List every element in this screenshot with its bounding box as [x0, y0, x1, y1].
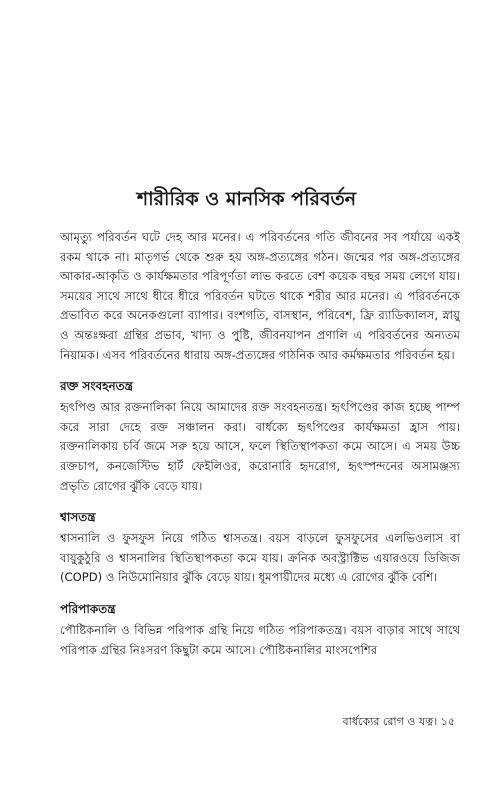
section-paragraph: পৌষ্টিকনালি ও বিভিন্ন পরিপাক গ্রন্থি নিয়ে গঠিত পরিপাকতন্ত্র। বয়স বাড়ার সাথে সাথে পরিপাক গ্রন্থির নিঃসরণ কিছুটা কমে আসে। পৌষ্টিকনালির মাংসপেশির	[60, 622, 460, 657]
section-respiratory	[60, 508, 460, 588]
intro-paragraph: আমৃত্যু পরিবর্তন ঘটে দেহ আর মনের। এ পরিবর্তনের গতি জীবনের সব পর্যায়ে একই রকম থাকে না। মাতৃগর্ভ থেকে শুরু হয় অঙ্গ-প্রত্যঙ্গের গঠন। জন্মের পর অঙ্গ-প্রত্যঙ্গের আকার-আকৃতি ও কার্যক্ষমতার পরিপূর্ণতা লাভ করতে বেশ কয়েক বছর সময় লেগে যায়। সময়ের সাথে সাথে ধীরে ধীরে পরিবর্তন ঘটতে থাকে শরীর আর মনের। এ পরিবর্তনকে প্রভাবিত করে অনেকগুলো ব্যাপার। বংশগতি, বাসস্থান, পরিবেশ, ফ্রি র‍্যাডিক্যালস, স্নায়ু ও অন্তঃক্ষরা গ্রন্থির প্রভাব, খাদ্য ও পুষ্টি, জীবনযাপন প্রণালি এ পরিবর্তনের অন্যতম নিয়ামক। এসব পরিবর্তনের ধারায় অঙ্গ-প্রত্যঙ্গের গাঠনিক আর কর্মক্ষমতার পরিবর্তন হয়।	[60, 230, 460, 362]
section-paragraph: শ্বাসনালি ও ফুসফুস নিয়ে গঠিত শ্বাসতন্ত্র। বয়স বাড়লে ফুসফুসের এলভিওলাস বা বায়ুকুঠুরি ও শ্বাসনালির স্থিতিস্থাপকতা কমে যায়। ক্রনিক অবস্ট্রাক্টিভ এয়ারওয়ে ডিজিজ (COPD) ও নিউমোনিয়ার ঝুঁকি বেড়ে যায়। ধূমপায়ীদের মধ্যে এ রোগের ঝুঁকি বেশি।	[60, 531, 460, 585]
section-heading: পরিপাকতন্ত্র	[60, 601, 116, 616]
page-title: শারীরিক ও মানসিক পরিবর্তন	[136, 188, 357, 210]
section-digestive	[60, 600, 460, 660]
section-heading: শ্বাসতন্ত্র	[60, 510, 96, 525]
page-body	[60, 228, 460, 660]
section-circulatory	[60, 377, 460, 496]
section-heading: রক্ত সংবহনতন্ত্র	[60, 379, 134, 394]
page-footer: বার্ধক্যের রোগ ও যত্ন। ১৫	[342, 715, 455, 728]
section-paragraph: হৃৎপিণ্ড আর রক্তনালিকা নিয়ে আমাদের রক্ত সংবহনতন্ত্র। হৃৎপিণ্ডের কাজ হচ্ছে পাম্প করে সারা দেহে রক্ত সঞ্চালন করা। বার্ধক্যে হৃৎপিণ্ডের কার্যক্ষমতা হ্রাস পায়। রক্তনালিকায় চর্বি জমে সরু হয়ে আসে, ফলে স্থিতিস্থাপকতা কমে আসে। এ সময় উচ্চ রক্তচাপ, কনজেস্টিভ হার্ট ফেইলিওর, করোনারি হৃদরোগ, হৃৎস্পন্দনের অসামঞ্জস্য প্রভৃতি রোগের ঝুঁকি বেড়ে যায়।	[60, 400, 460, 493]
